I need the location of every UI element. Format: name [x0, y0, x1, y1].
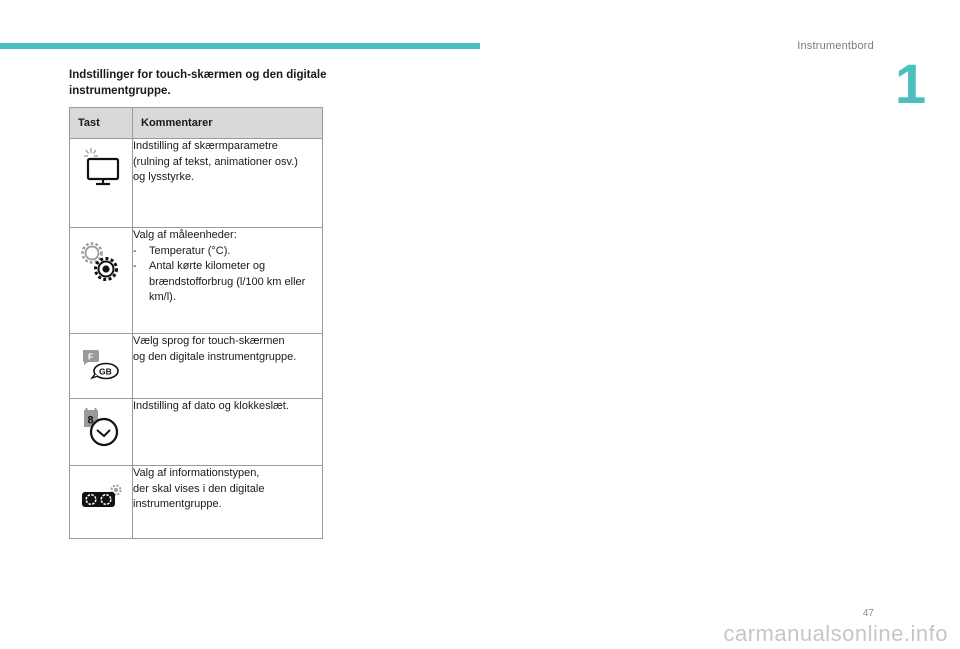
list-item: - Antal kørte kilometer og brændstofforbrug (l/100 km eller km/l).: [133, 259, 322, 306]
icon-cell: [70, 466, 133, 539]
comment-line: Indstilling af skærmparametre: [133, 140, 278, 152]
comment-cell: [133, 466, 323, 539]
comment-line: Vælg sprog for touch-skærmen: [133, 335, 285, 347]
gears-icon: [80, 240, 124, 291]
table-header-row: [70, 108, 323, 139]
header-key: Tast: [70, 108, 133, 139]
comment-cell: [133, 228, 323, 334]
watermark: carmanualsonline.info: [723, 621, 948, 646]
comment-line: instrumentgruppe.: [133, 498, 222, 510]
table-row: [70, 466, 323, 539]
chapter-number: 1: [895, 52, 927, 115]
table-row: [70, 399, 323, 466]
comment-cell: [133, 139, 323, 228]
comment-cell: [133, 399, 323, 466]
settings-table: [69, 107, 323, 539]
display-brightness-icon: [80, 147, 124, 192]
icon-cell: [70, 228, 133, 334]
language-label-gb: GB: [99, 366, 112, 377]
icon-cell: [70, 139, 133, 228]
icon-cell: [70, 399, 133, 466]
comment-line: Valg af måleenheder:: [133, 229, 237, 241]
list-item-text: Temperatur (°C).: [149, 244, 231, 257]
calendar-day: 8: [87, 414, 94, 427]
list-item: - Temperatur (°C).: [133, 244, 322, 260]
comment-line: (rulning af tekst, animationer osv.): [133, 155, 298, 168]
comment-cell: [133, 334, 323, 399]
header-comment: Kommentarer: [133, 108, 323, 139]
comment-line: der skal vises i den digitale: [133, 482, 265, 495]
language-label-f: F: [88, 351, 94, 362]
comment-line: og lysstyrke.: [133, 171, 195, 183]
table-row: [70, 228, 323, 334]
language-bubbles-icon: [80, 347, 124, 386]
calendar-clock-icon: [80, 408, 124, 453]
table-row: [70, 334, 323, 399]
table-row: [70, 139, 323, 228]
running-header: Instrumentbord: [797, 40, 874, 52]
comment-line: Valg af informationstypen,: [133, 467, 260, 479]
icon-cell: [70, 334, 133, 399]
comment-line: Indstilling af dato og klokkeslæt.: [133, 400, 289, 412]
page-number: 47: [862, 608, 874, 619]
accent-bar: [0, 43, 480, 49]
instrument-cluster-icon: [80, 482, 126, 517]
list-item-text: Antal kørte kilometer og brændstofforbrug (l/100 km eller km/l).: [149, 260, 306, 303]
intro-text: Indstillinger for touch-skærmen og den digitale instrumentgruppe.: [69, 69, 327, 97]
comment-line: og den digitale instrumentgruppe.: [133, 350, 297, 363]
